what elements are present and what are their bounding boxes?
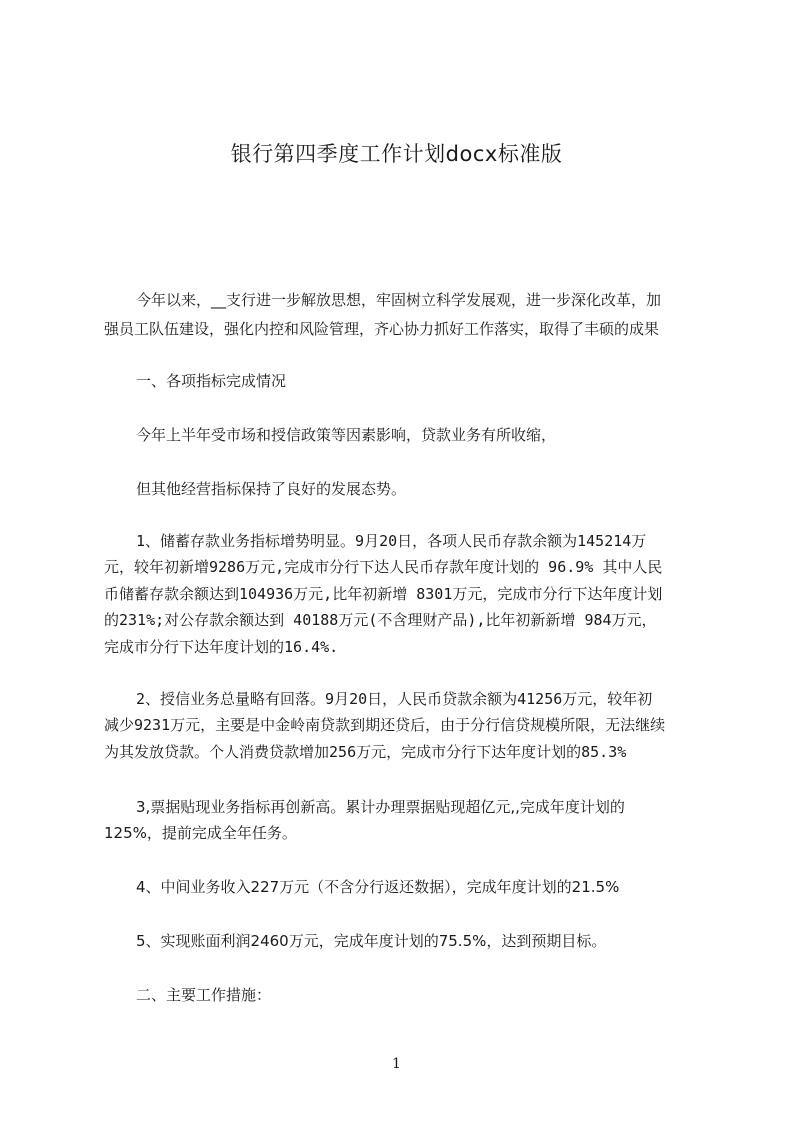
item2-line-2: 减少9231万元，主要是中金岭南贷款到期还贷后，由于分行信贷规模所限，无法继续 xyxy=(104,716,666,734)
section-heading-1: 一、各项指标完成情况 xyxy=(136,372,287,390)
paragraph-a: 今年上半年受市场和授信政策等因素影响，贷款业务有所收缩， xyxy=(136,426,557,444)
paragraph-b: 但其他经营指标保持了良好的发展态势。 xyxy=(136,480,407,498)
intro-line-2: 强员工队伍建设，强化内控和风险管理，齐心协力抓好工作落实，取得了丰硕的成果 xyxy=(104,320,660,338)
item3-line-1: 3,票据贴现业务指标再创新高。累计办理票据贴现超亿元,,完成年度计划的 xyxy=(136,798,625,816)
item1-line-3: 币储蓄存款余额达到104936万元,比年初新增 8301万元，完成市分行下达年度计划 xyxy=(104,585,663,603)
item1-line-1: 1、储蓄存款业务指标增势明显。9月20日，各项人民币存款余额为145214万 xyxy=(136,532,647,550)
item1-line-5: 完成市分行下达年度计划的16.4%. xyxy=(104,638,339,656)
item3-line-2: 125%，提前完成全年任务。 xyxy=(104,824,297,842)
document-title: 银行第四季度工作计划docx标准版 xyxy=(230,142,563,166)
page-number: 1 xyxy=(392,1056,401,1072)
intro-line-1: 今年以来，__支行进一步解放思想，牢固树立科学发展观，进一步深化改革，加 xyxy=(136,291,662,309)
item1-line-2: 元，较年初新增9286万元,完成市分行下达人民币存款年度计划的 96.9% 其中人民 xyxy=(104,558,663,576)
item2-line-3: 为其发放贷款。个人消费贷款增加256万元，完成市分行下达年度计划的85.3% xyxy=(104,743,627,761)
item1-line-4: 的231%;对公存款余额达到 40188万元(不含理财产品),比年初新新增 984万元， xyxy=(104,611,657,629)
section-heading-2: 二、主要工作措施： xyxy=(136,986,272,1004)
item5-line: 5、实现账面利润2460万元，完成年度计划的75.5%，达到预期目标。 xyxy=(136,932,607,950)
item4-line: 4、中间业务收入227万元（不含分行返还数据），完成年度计划的21.5% xyxy=(136,878,620,896)
item2-line-1: 2、授信业务总量略有回落。9月20日，人民币贷款余额为41256万元，较年初 xyxy=(136,690,653,708)
